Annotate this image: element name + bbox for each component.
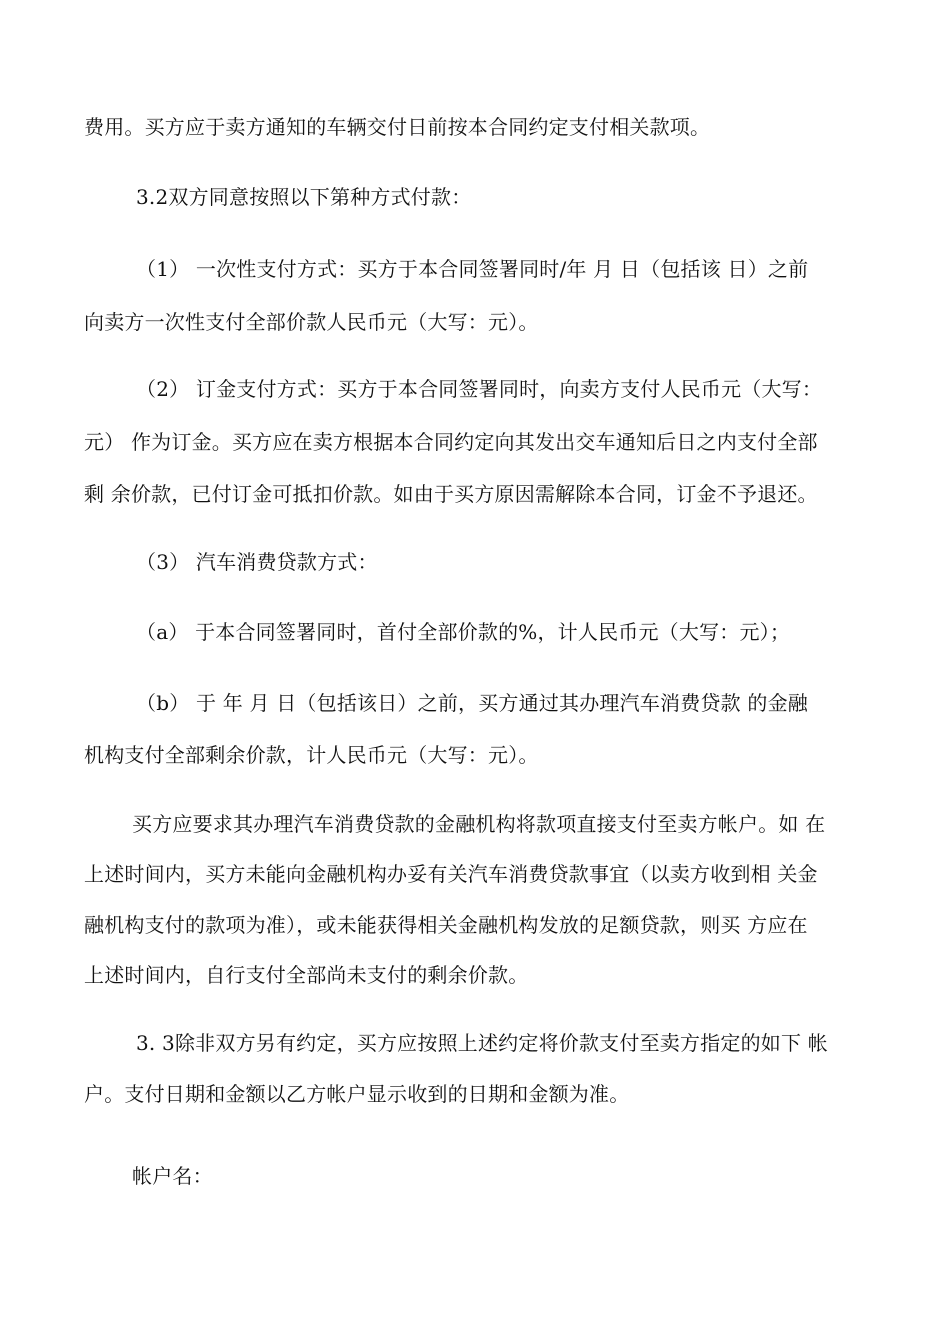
section-heading-3-3: 3. 3除非双方另有约定，买方应按照上述约定将价款支付至卖方指定的如下 帐 [136,1031,828,1055]
paragraph-line: 向卖方一次性支付全部价款人民币元（大写：元）。 [84,310,539,334]
account-name-label: 帐户名： [132,1164,213,1188]
paragraph-line: 机构支付全部剩余价款，计人民币元（大写：元）。 [84,743,539,767]
paragraph-line: 上述时间内，买方未能向金融机构办妥有关汽车消费贷款事宜（以卖方收到相 关金 [84,862,818,886]
section-heading-3-2: 3.2双方同意按照以下第种方式付款： [136,185,472,209]
paragraph-line: （b） 于 年 月 日（包括该日）之前，买方通过其办理汽车消费贷款 的金融 [136,691,808,715]
paragraph-line: （3） 汽车消费贷款方式： [136,550,378,574]
paragraph-line: 剩 余价款，已付订金可抵扣价款。如由于买方原因需解除本合同，订金不予退还。 [84,482,818,506]
paragraph-line: （2） 订金支付方式：买方于本合同签署同时，向卖方支付人民币元（大写： [136,377,823,401]
paragraph-line: 融机构支付的款项为准），或未能获得相关金融机构发放的足额贷款，则买 方应在 [84,913,808,937]
paragraph-line: 费用。买方应于卖方通知的车辆交付日前按本合同约定支付相关款项。 [84,115,711,139]
paragraph-line: 上述时间内，自行支付全部尚未支付的剩余价款。 [84,963,529,987]
paragraph-line: 买方应要求其办理汽车消费贷款的金融机构将款项直接支付至卖方帐户。如 在 [132,812,826,836]
paragraph-line: 元） 作为订金。买方应在卖方根据本合同约定向其发出交车通知后日之内支付全部 [84,430,818,454]
paragraph-line: 户。支付日期和金额以乙方帐户显示收到的日期和金额为准。 [84,1082,630,1106]
paragraph-line: （a） 于本合同签署同时，首付全部价款的%，计人民币元（大写：元）； [136,620,791,644]
paragraph-line: （1） 一次性支付方式：买方于本合同签署同时/年 月 日（包括该 日）之前 [136,257,809,281]
